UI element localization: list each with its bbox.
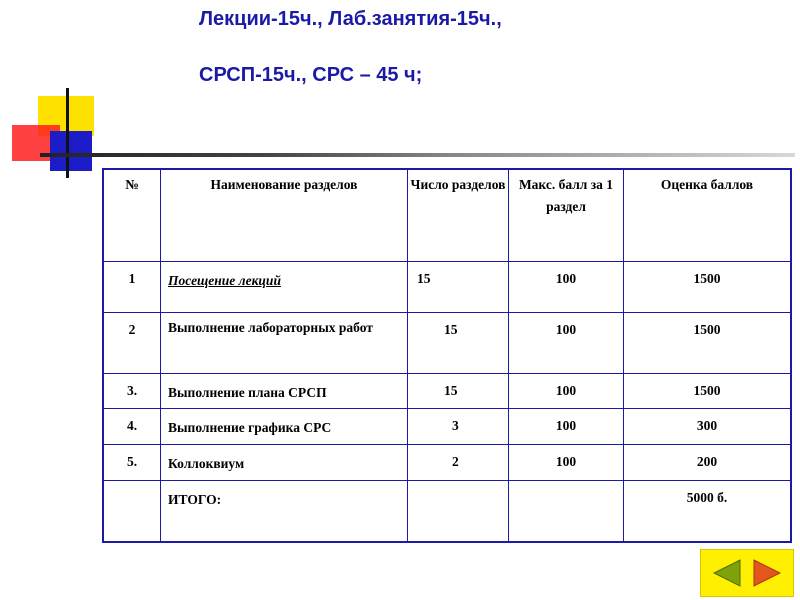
row-number: 4. [103,409,161,445]
row-name: Выполнение графика СРС [161,409,408,445]
table-header-row [103,169,791,262]
table-row [103,313,791,374]
table-total-row [103,481,791,542]
table-row [103,409,791,445]
table-row [103,262,791,313]
row-score: 1500 [624,262,792,313]
prev-slide-button[interactable] [711,558,743,588]
row-count: 15 [408,374,509,409]
score-table [102,168,792,543]
total-score: 5000 б. [624,481,792,542]
total-max [509,481,624,542]
decor-horizontal-rule [40,153,795,157]
decor-blue-square [50,131,92,171]
total-label: ИТОГО: [161,481,408,542]
row-name: Выполнение плана СРСП [161,374,408,409]
header-score-total: Оценка баллов [624,169,792,262]
next-slide-button[interactable] [751,558,783,588]
row-count: 2 [408,445,509,481]
row-count: 15 [408,262,509,313]
row-score: 200 [624,445,792,481]
row-score: 1500 [624,313,792,374]
total-number [103,481,161,542]
header-max-score: Макс. балл за 1 раздел [509,169,624,262]
table-row [103,445,791,481]
row-max: 100 [509,374,624,409]
header-number: № [103,169,161,262]
row-number: 5. [103,445,161,481]
total-count [408,481,509,542]
row-number: 1 [103,262,161,313]
row-name: Коллоквиум [161,445,408,481]
row-number: 3. [103,374,161,409]
row-name: Посещение лекций [161,262,408,313]
row-max: 100 [509,262,624,313]
row-count: 3 [408,409,509,445]
navigation-box [701,550,793,596]
row-name: Выполнение лабораторных работ [161,313,408,374]
row-max: 100 [509,409,624,445]
title-line-2: СРСП-15ч., СРС – 45 ч; [199,64,423,86]
row-count: 15 [408,313,509,374]
header-section-name: Наименование разделов [161,169,408,262]
header-section-count: Число разделов [408,169,509,262]
row-score: 300 [624,409,792,445]
table-row [103,374,791,409]
score-table-container [102,168,792,543]
row-max: 100 [509,313,624,374]
decor-vertical-line [66,88,69,178]
title-line-1: Лекции-15ч., Лаб.занятия-15ч., [199,8,502,30]
triangle-left-icon [711,558,743,588]
row-number: 2 [103,313,161,374]
triangle-right-icon [751,558,783,588]
row-score: 1500 [624,374,792,409]
row-max: 100 [509,445,624,481]
